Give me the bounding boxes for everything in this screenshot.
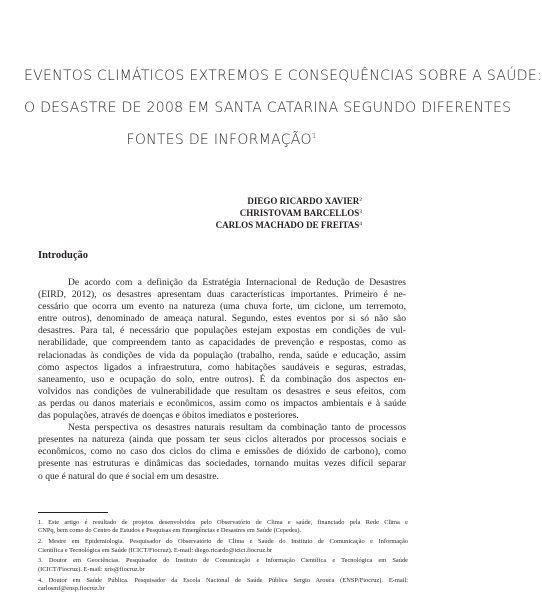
author bbox=[100, 207, 362, 219]
author-footnote-marker: 3 bbox=[359, 209, 362, 215]
footnote-line: carlosmf@ensp.fiocruz.br bbox=[38, 585, 105, 593]
author-footnote-marker: 4 bbox=[359, 221, 362, 227]
body-line: relacionadas às condições de vida da população (trabalho, renda, saúde e educação, assim bbox=[38, 349, 406, 361]
author-name: DIEGO RICARDO XAVIER bbox=[247, 196, 360, 206]
body-line: as perdas ou danos materiais e econômicos, assim como os impactos ambientais e à saúde bbox=[38, 397, 406, 409]
body-line: entre outros), denominado de ameaça natural. Segundo, estes eventos por si só não são bbox=[38, 313, 406, 325]
section-heading: Introdução bbox=[38, 250, 88, 261]
body-line: volvidos nas condições de vulnerabilidade que resultam os desastres e seus efeitos, com bbox=[38, 385, 406, 397]
body-line: como aspectos ligados a infraestrutura, como habitações saudáveis e seguras, estradas, bbox=[38, 361, 406, 373]
footnote-line: CNPq, bem como do Centro de Estudos e Pesquisas em Emergências e Desastres em Saúde (Cepedes). bbox=[38, 527, 302, 535]
footnote-line: (ICICT/Fiocruz). E-mail: xris@fiocruz.br bbox=[38, 565, 145, 573]
body-line: o que é natural do que é social em um desastre. bbox=[38, 470, 219, 482]
footnote-line: 4. Doutor em Saúde Pública. Pesquisador da Escola Nacional de Saúde Pública Sergio Arouca (ENSP/Fiocruz). E-mail: bbox=[38, 576, 408, 584]
footnotes bbox=[38, 519, 408, 596]
body-line: nerabilidade, que compreendem tanto as capacidades de prevenção e respostas, como as bbox=[38, 337, 406, 349]
footnote-line: 3. Doutor em Geociências. Pesquisador do Instituto de Comunicação e Informação Científica e Tecnológica em Saúde bbox=[38, 557, 408, 565]
footnote bbox=[38, 577, 408, 594]
title-line-text: FONTES DE INFORMAÇÃO bbox=[126, 132, 312, 148]
footnote bbox=[38, 557, 408, 574]
title-line: O DESASTRE DE 2008 EM SANTA CATARINA SEGUNDO DIFERENTES bbox=[24, 100, 512, 116]
body-line: presente nas estruturas e dinâmicas das sociedades, tornando muitas vezes difícil separar bbox=[38, 458, 406, 470]
footnote-line: Científica e Tecnológica em Saúde (ICICT/Fiocruz). E-mail: diego.ricardo@icict.fiocruz.br bbox=[38, 546, 273, 554]
title-footnote-marker: 1 bbox=[311, 132, 317, 140]
footnote bbox=[38, 519, 408, 536]
footnote bbox=[38, 538, 408, 555]
author bbox=[100, 219, 362, 231]
footnote-line: 2. Mestre em Epidemiologia. Pesquisador do Observatório de Clima e Saúde do Instituto de Comunicação e Informação bbox=[38, 538, 408, 546]
body-line: Nesta perspectiva os desastres naturais resultam da combinação tanto de processos bbox=[68, 422, 406, 434]
author bbox=[100, 195, 362, 207]
author-footnote-marker: 2 bbox=[359, 197, 362, 203]
body-line: desastres. Para tal, é necessário que populações estejam expostas em condições de vul- bbox=[38, 325, 406, 337]
body-line: saneamento, uso e ocupação do solo, entre outros). É da combinação dos aspectos en- bbox=[38, 373, 406, 385]
title-line-last bbox=[24, 124, 419, 156]
article-title bbox=[24, 60, 542, 156]
body-line: presentes na natureza (ainda que possam ter seus ciclos alterados por processos sociais e bbox=[38, 434, 406, 446]
author-name: CHRISTOVAM BARCELLOS bbox=[239, 208, 360, 218]
body-line: econômicos, como no caso dos ciclos do clima e emissões de dióxido de carbono), como bbox=[38, 446, 406, 458]
title-line: EVENTOS CLIMÁTICOS EXTREMOS E CONSEQUÊNCIAS SOBRE A SAÚDE: bbox=[24, 68, 542, 84]
author-name: CARLOS MACHADO DE FREITAS bbox=[215, 220, 360, 230]
body-line: das populações, através de doenças e óbitos imediatos e posteriores. bbox=[38, 410, 299, 422]
body-line: De acordo com a definição da Estratégia Internacional de Redução de Desastres bbox=[68, 277, 406, 288]
footnote-divider bbox=[38, 512, 108, 513]
author-list bbox=[100, 195, 362, 231]
footnote-line: 1. Este artigo é resultado de projetos desenvolvidos pelo Observatório de Clima e saúde, financiado pela Rede Clima e bbox=[38, 519, 408, 526]
body-line: cessário que ocorra um evento na natureza (uma chuva forte, um ciclone, um terremoto, bbox=[38, 301, 406, 313]
body-line: (EIRD, 2012), os desastres apresentam duas características importantes. Primeiro é ne- bbox=[38, 289, 406, 301]
body-text bbox=[38, 277, 406, 483]
